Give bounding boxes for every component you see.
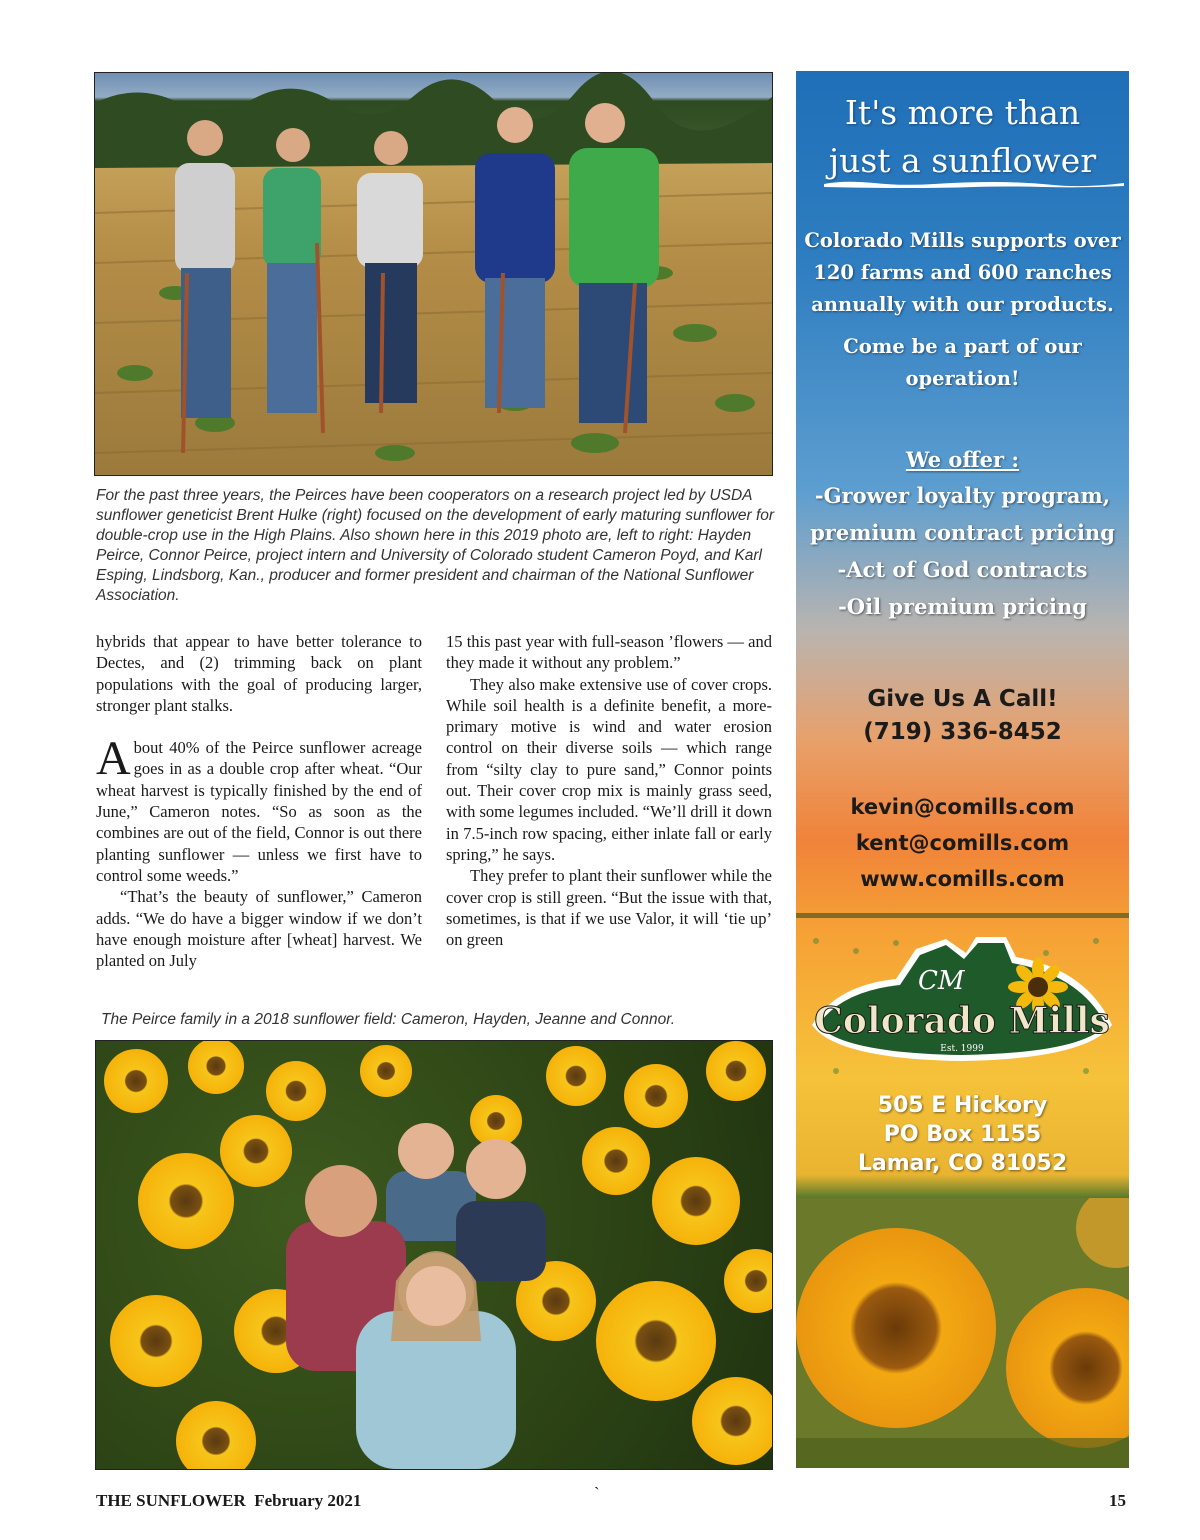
ad-headline-line: just a sunflower [828,141,1097,180]
ad-address-line: Lamar, CO 81052 [857,1151,1068,1176]
ad-offer-item: -Oil premium pricing [838,594,1087,619]
ad-headline-line: It's more than [844,93,1081,132]
drop-cap: A [96,732,131,786]
photo-family-in-sunflowers [95,1040,773,1470]
ad-offer-title: We offer : [905,447,1020,472]
ad-join-line: Come be a part of our [843,335,1082,358]
ad-phone-number[interactable]: (719) 336-8452 [863,719,1062,745]
ad-offer-item: -Grower loyalty program, [814,483,1111,508]
field-photo-illustration [95,73,772,475]
footer-publication: THE SUNFLOWER February 2021 [96,1491,362,1510]
ad-website-link[interactable]: www.comills.com [860,867,1065,891]
ad-offer-list [796,477,1129,625]
article-paragraph: They also make extensive use of cover crops. While soil health is a definite benefit, a more-primary motive is wind and water erosion control on their diverse soils — which range from “silty clay to pure sand,” Connor points out. Their cover crop mix is mainly grass seed, with some legumes included. “We’ll drill it down in 7.5-inch row spacing, either inlate fall or early spring,” he says. [446,674,772,864]
article-column-right [446,631,772,950]
article-paragraph-dropcap [96,732,422,886]
ad-support-line: Colorado Mills supports over [804,229,1121,252]
ad-offer-item: -Act of God contracts [837,557,1088,582]
photo-researchers-in-field [94,72,773,476]
ad-call-label: Give Us A Call! [867,686,1058,712]
ad-call-block [796,683,1129,749]
ad-support-text [796,225,1129,321]
colorado-mills-advertisement[interactable] [796,71,1129,1468]
ad-join-line: operation! [905,367,1020,390]
ad-offer-item: premium contract pricing [810,520,1115,545]
logo-established: Est. 1999 [940,1044,984,1054]
ad-address-line: PO Box 1155 [883,1122,1042,1147]
ad-sunflower-photo [796,1198,1129,1468]
footer-mark: ` [594,1484,600,1503]
ad-headline [796,89,1129,185]
ad-email-link[interactable]: kent@comills.com [855,831,1070,855]
article-paragraph: They prefer to plant their sunflower while the cover crop is still green. “But the issue with that, sometimes, is that if we use Valor, it will ‘tie up’ on green [446,866,772,950]
article-column-left [96,631,422,971]
ad-support-line: annually with our products. [811,293,1114,316]
logo-monogram: CM [918,966,965,996]
logo-name: Colorado Mills [814,1000,1110,1042]
ad-address [796,1091,1129,1178]
photo-caption-top: For the past three years, the Peirces have been cooperators on a research project led by USDA sunflower geneticist Brent Hulke (right) focused on the development of early maturing sunflower for double-crop use in the High Plains. Also shown here in this 2019 photo are, left to right: Hayden Peirce, Connor Peirce, project intern and University of Colorado student Cameron Poyd, and Karl Esping, Lindsborg, Kan., producer and former president and chairman of the National Sunflower Association. [96,487,775,604]
ad-email-link[interactable]: kevin@comills.com [850,795,1075,819]
article-paragraph: 15 this past year with full-season ’flowers — and they made it without any problem.” [446,632,772,673]
article-paragraph-text: bout 40% of the Peirce sunflower acreage goes in as a double crop after wheat. “Our wheat harvest is typically finished by the end of June,” Cameron notes. “So as soon as the combines are out of the field, Connor is out there planting sunflower — unless we first have to control some weeds.” [96,738,422,885]
sunflower-photo-illustration [96,1041,772,1469]
article-paragraph: hybrids that appear to have better tolerance to Dectes, and (2) trimming back on plant populations with the goal of producing larger, stronger plant stalks. [96,632,422,715]
ad-join-text [796,331,1129,395]
ad-contact-block [796,789,1129,897]
ad-address-line: 505 E Hickory [877,1093,1048,1118]
article-paragraph: “That’s the beauty of sunflower,” Cameron adds. “We do have a bigger window if we don’t have enough moisture after [wheat] harvest. We planted on July [96,887,422,971]
colorado-mills-logo [806,929,1119,1069]
ad-support-line: 120 farms and 600 ranches [813,261,1112,284]
page-number: 15 [1109,1491,1126,1510]
photo-caption-bottom: The Peirce family in a 2018 sunflower field: Cameron, Hayden, Jeanne and Connor. [101,1011,676,1028]
